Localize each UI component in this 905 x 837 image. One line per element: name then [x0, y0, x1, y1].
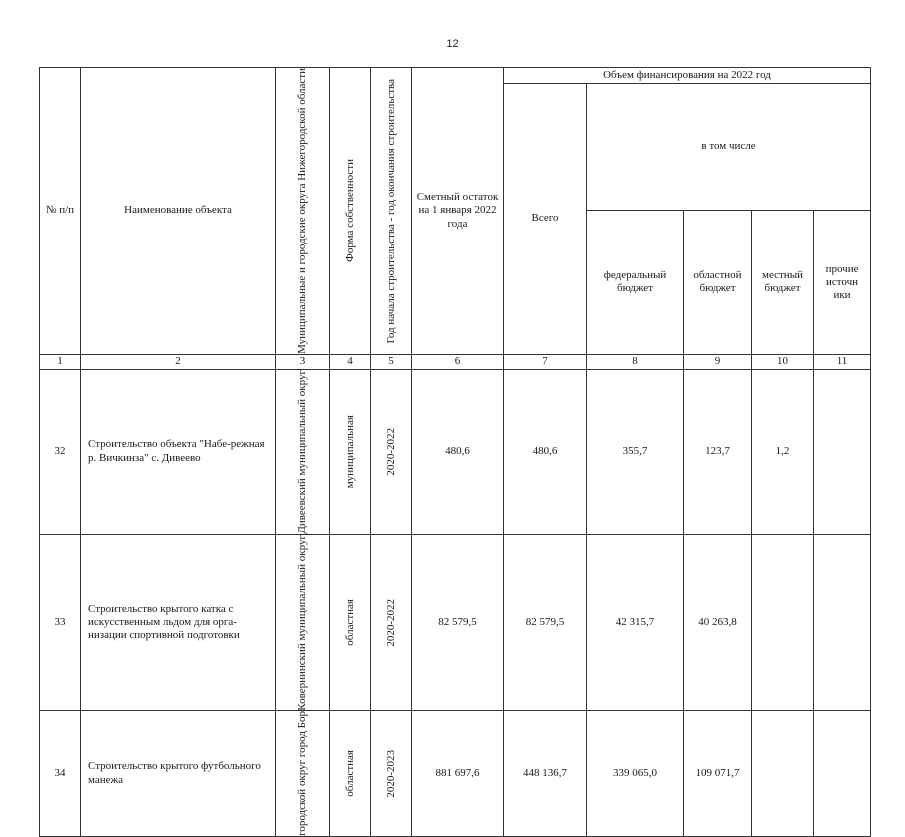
page-number: 12	[446, 38, 459, 50]
row-name: Строительство крытого футбольного манежа	[81, 711, 276, 837]
row-other	[814, 534, 871, 711]
table-row	[40, 534, 871, 711]
row-regional: 109 071,7	[684, 711, 752, 837]
row-remainder: 480,6	[412, 369, 504, 534]
row-local	[752, 711, 814, 837]
row-ownership: муниципальная	[330, 369, 371, 534]
row-district: Ковернинский муниципальный округ	[276, 534, 330, 711]
header-local: местный бюджет	[752, 210, 814, 354]
header-name: Наименование объекта	[81, 68, 276, 355]
column-number: 10	[752, 354, 814, 369]
column-number: 5	[371, 354, 412, 369]
row-years: 2020-2022	[371, 534, 412, 711]
row-other	[814, 369, 871, 534]
header-including: в том числе	[587, 84, 871, 211]
table-row	[40, 369, 871, 534]
funding-table	[39, 67, 871, 837]
row-federal: 42 315,7	[587, 534, 684, 711]
column-number: 6	[412, 354, 504, 369]
header-num: № п/п	[40, 68, 81, 355]
row-years: 2020-2023	[371, 711, 412, 837]
column-number: 1	[40, 354, 81, 369]
row-regional: 40 263,8	[684, 534, 752, 711]
row-total: 448 136,7	[504, 711, 587, 837]
header-other: прочие источн ики	[814, 210, 871, 354]
row-name: Строительство объекта "Набе-режная р. Вичкинза" с. Дивеево	[81, 369, 276, 534]
row-years: 2020-2022	[371, 369, 412, 534]
row-other	[814, 711, 871, 837]
row-local	[752, 534, 814, 711]
row-local: 1,2	[752, 369, 814, 534]
row-total: 82 579,5	[504, 534, 587, 711]
row-total: 480,6	[504, 369, 587, 534]
header-total: Всего	[504, 84, 587, 355]
row-ownership: областная	[330, 711, 371, 837]
row-regional: 123,7	[684, 369, 752, 534]
row-federal: 339 065,0	[587, 711, 684, 837]
column-number: 4	[330, 354, 371, 369]
row-num: 32	[40, 369, 81, 534]
row-district: городской округ город Бор	[276, 711, 330, 837]
column-number: 7	[504, 354, 587, 369]
column-number: 11	[814, 354, 871, 369]
row-district: Дивеевский муниципальный округ	[276, 369, 330, 534]
table-row	[40, 711, 871, 837]
row-num: 33	[40, 534, 81, 711]
header-federal: федеральный бюджет	[587, 210, 684, 354]
row-ownership: областная	[330, 534, 371, 711]
row-name: Строительство крытого катка с искусственным льдом для орга-низации спортивной подготовки	[81, 534, 276, 711]
row-remainder: 82 579,5	[412, 534, 504, 711]
row-num: 34	[40, 711, 81, 837]
header-ownership: Форма собственности	[330, 68, 371, 355]
header-years: Год начала строительства - год окончания строительства	[371, 68, 412, 355]
row-federal: 355,7	[587, 369, 684, 534]
header-funding-group: Объем финансирования на 2022 год	[504, 68, 871, 84]
column-number: 8	[587, 354, 684, 369]
header-remainder: Сметный остаток на 1 января 2022 года	[412, 68, 504, 355]
column-number: 9	[684, 354, 752, 369]
column-number: 3	[276, 354, 330, 369]
column-numbers-row	[40, 354, 871, 369]
column-number: 2	[81, 354, 276, 369]
row-remainder: 881 697,6	[412, 711, 504, 837]
header-regional: областной бюджет	[684, 210, 752, 354]
header-district: Муниципальные и городские округа Нижегородской области	[276, 68, 330, 355]
